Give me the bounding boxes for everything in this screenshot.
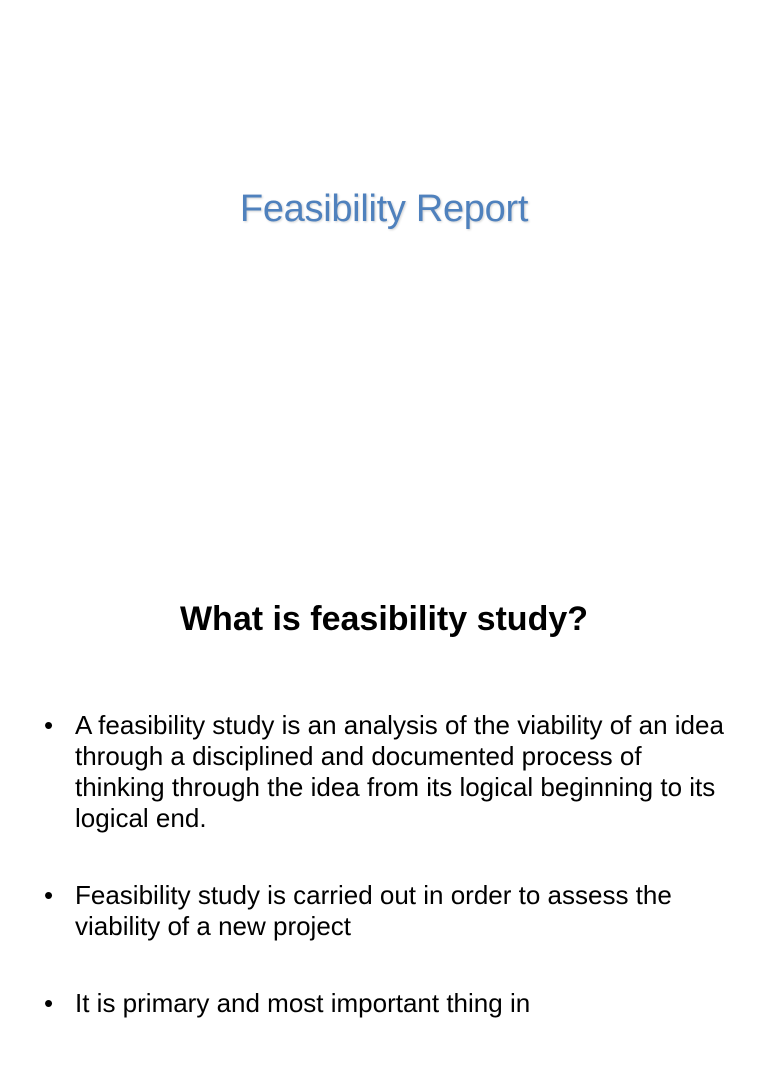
bullet-item — [44, 710, 734, 834]
bullet-icon: • — [44, 710, 54, 740]
slide-heading: What is feasibility study? — [179, 600, 589, 638]
bullet-icon: • — [44, 880, 54, 910]
bullet-text: It is primary and most important thing in — [75, 988, 531, 1018]
bullet-text: A feasibility study is an analysis of the viability of an idea through a disciplined and documented process of thinking through the idea from its logical beginning to its logical end. — [75, 710, 724, 833]
bullet-item — [44, 880, 734, 942]
bullet-list — [44, 710, 734, 1065]
bullet-icon: • — [44, 988, 54, 1018]
slide-title: Feasibility Report — [239, 188, 529, 230]
bullet-text: Feasibility study is carried out in order to assess the viability of a new project — [75, 880, 672, 941]
bullet-item — [44, 988, 734, 1019]
